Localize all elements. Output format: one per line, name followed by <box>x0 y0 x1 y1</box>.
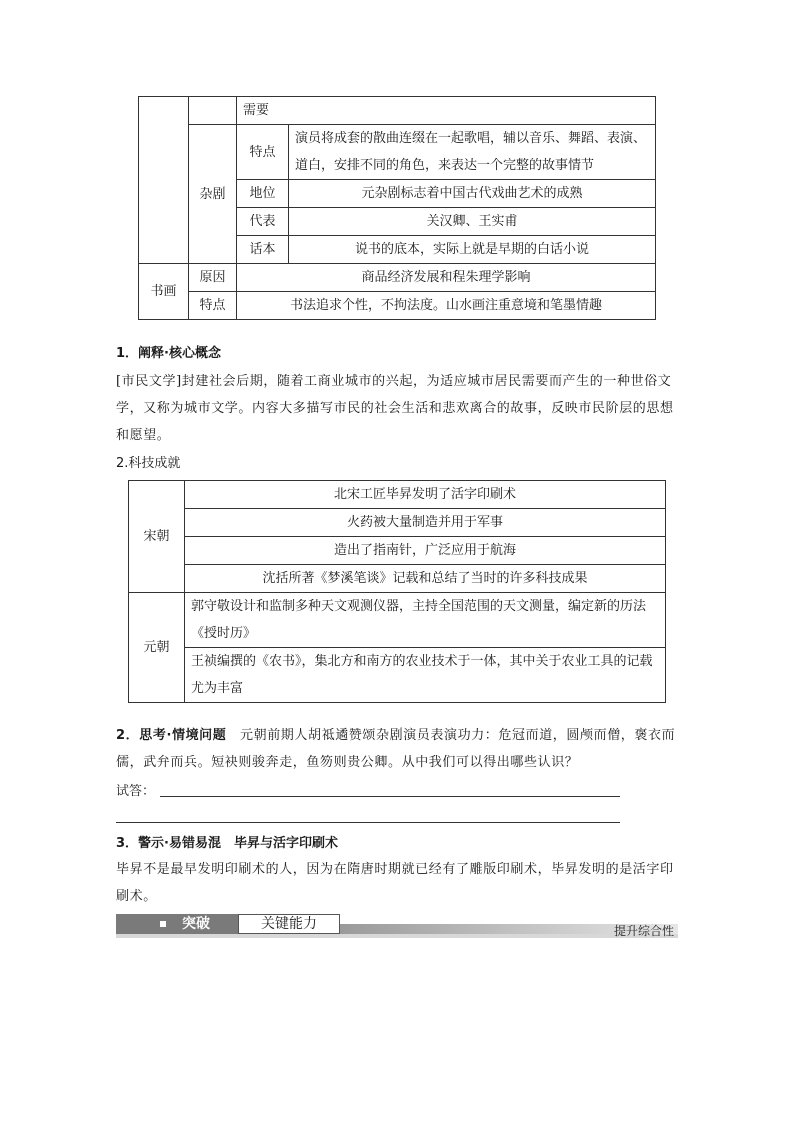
xuyao-cell: 需要 <box>237 97 656 125</box>
yuan-item: 王祯编撰的《农书》，集北方和南方的农业技术于一体，其中关于农业工具的记载尤为丰富 <box>185 648 666 703</box>
literature-table <box>138 96 656 320</box>
shuhua-yuanyin-text: 商品经济发展和程朱理学影响 <box>237 264 656 292</box>
yuan-label: 元朝 <box>129 593 185 703</box>
song-item: 造出了指南针，广泛应用于航海 <box>185 537 666 565</box>
section4-body: 毕昇不是最早发明印刷术的人，因为在隋唐时期就已经有了雕版印刷术，毕昇发明的是活字印刷术。 <box>116 862 674 904</box>
banner-middle: 关键能力 <box>238 914 340 934</box>
square-icon <box>160 921 166 927</box>
song-label: 宋朝 <box>129 481 185 593</box>
zaju-diwei-label: 地位 <box>237 180 289 208</box>
answer-line-1[interactable] <box>160 796 620 797</box>
section-banner <box>116 914 678 936</box>
zaju-label: 杂剧 <box>189 125 237 264</box>
shuhua-tedian-label: 特点 <box>189 292 237 320</box>
section2-heading: 2.科技成就 <box>116 456 181 471</box>
section3-heading: 2．思考·情境问题 <box>116 728 227 743</box>
zaju-daibiao-text: 关汉卿、王实甫 <box>289 208 656 236</box>
banner-left: 突破 <box>116 914 238 934</box>
section3 <box>116 722 676 776</box>
zaju-tedian-label: 特点 <box>237 125 289 180</box>
banner-underline <box>116 934 678 938</box>
zaju-daibiao-label: 代表 <box>237 208 289 236</box>
banner-right: 提升综合性 <box>613 924 674 938</box>
blank-cell <box>189 97 237 125</box>
shuhua-label: 书画 <box>139 264 189 320</box>
song-item: 沈括所著《梦溪笔谈》记载和总结了当时的许多科技成果 <box>185 565 666 593</box>
answer-label: 试答： <box>116 784 156 799</box>
song-item: 北宋工匠毕昇发明了活字印刷术 <box>185 481 666 509</box>
huaben-label: 话本 <box>237 236 289 264</box>
song-item: 火药被大量制造并用于军事 <box>185 509 666 537</box>
section4-heading: 3．警示·易错易混 毕昇与活字印刷术 <box>116 836 338 851</box>
shuhua-yuanyin-label: 原因 <box>189 264 237 292</box>
huaben-text: 说书的底本，实际上就是早期的白话小说 <box>289 236 656 264</box>
zaju-diwei-text: 元杂剧标志着中国古代戏曲艺术的成熟 <box>289 180 656 208</box>
section3-body: 元朝前期人胡祗遹赞颂杂剧演员表演功力：危冠而道，圆颅而僧，褒衣而儒，武弁而兵。短袂则骏奔走，鱼笏则贵公卿。从中我们可以得出哪些认识？ <box>116 728 676 770</box>
section1-heading: 1．阐释·核心概念 <box>116 346 221 361</box>
answer-line-2[interactable] <box>116 822 620 823</box>
section1-body: [市民文学]封建社会后期，随着工商业城市的兴起，为适应城市居民需要而产生的一种世俗文学，又称为城市文学。内容大多描写市民的社会生活和悲欢离合的故事，反映市民阶层的思想和愿望。 <box>116 374 674 443</box>
shuhua-tedian-text: 书法追求个性，不拘法度。山水画注重意境和笔墨情趣 <box>237 292 656 320</box>
qu-label-cell <box>139 97 189 264</box>
yuan-item: 郭守敬设计和监制多种天文观测仪器，主持全国范围的天文测量，编定新的历法《授时历》 <box>185 593 666 648</box>
zaju-tedian-text: 演员将成套的散曲连缀在一起歌唱，辅以音乐、舞蹈、表演、道白，安排不同的角色，来表达一个完整的故事情节 <box>289 125 656 180</box>
technology-table <box>128 480 666 703</box>
